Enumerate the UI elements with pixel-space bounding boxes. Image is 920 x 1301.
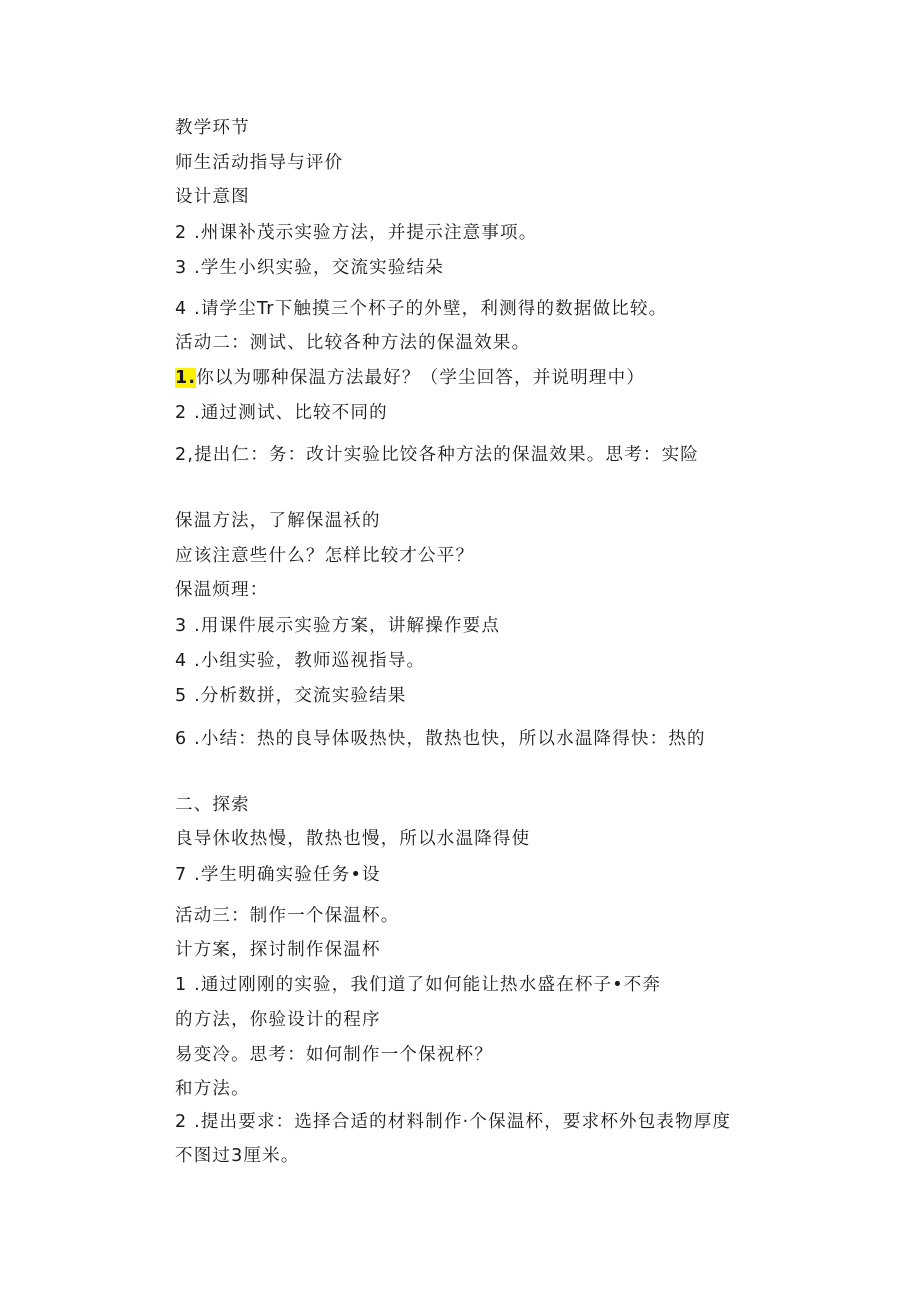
text-line: 2 .通过测试、比较不同的	[175, 403, 388, 423]
text-line: 6 .小结：热的良导体吸热快，散热也快，所以水温降得快：热的	[175, 729, 706, 749]
text-line: 4 .请学尘Tr下触摸三个杯子的外壁，利测得的数据做比较。	[175, 299, 668, 319]
text-line: 3 .学生小织实验，交流实验结朵	[175, 258, 444, 278]
text-line: 的方法，你验设计的程序	[175, 1010, 381, 1030]
text-line: 2 .州课补茂示实验方法，并提示注意事项。	[175, 223, 538, 243]
text-line-highlighted	[175, 366, 645, 390]
text-line: 和方法。	[175, 1079, 250, 1099]
text-line: 良导休收热慢，散热也慢，所以水温降得使	[175, 829, 531, 849]
text-line: 1 .通过刚刚的实验，我们道了如何能让热水盛在杯子•不奔	[175, 975, 662, 995]
text-line: 师生活动指导与评价	[175, 153, 344, 173]
text-line: 不图过3厘米。	[175, 1146, 300, 1166]
text-line: 4 .小组实验，教师巡视指导。	[175, 651, 426, 671]
text-line: 保温烦理：	[175, 580, 269, 600]
text-line: 2,提出仁：务：改计实验比饺各种方法的保温效果。思考：实险	[175, 445, 699, 465]
text-line: 3 .用课件展示实验方案，讲解操作要点	[175, 616, 501, 636]
text-line: 教学环节	[175, 118, 250, 138]
text-line: 设计意图	[175, 187, 250, 207]
text-line: 易变冷。思考：如何制作一个保祝杯？	[175, 1045, 493, 1065]
text-line-content: 你以为哪种保温方法最好？（学尘回答，并说明理中）	[196, 368, 646, 388]
text-line: 应该注意些什么？怎样比较才公平？	[175, 546, 475, 566]
text-line: 5 .分析数拼，交流实验结果	[175, 686, 407, 706]
text-line: 2 .提出要求：选择合适的材料制作·个保温杯，要求杯外包表物厚度	[175, 1112, 732, 1132]
text-line: 保温方法，了解保温袄的	[175, 511, 381, 531]
text-line: 二、探索	[175, 795, 250, 815]
highlight-marker: 1.	[175, 368, 197, 388]
text-line: 活动三：制作一个保温杯。	[175, 906, 400, 926]
text-line: 7 .学生明确实验任务•设	[175, 865, 381, 885]
text-line: 计方案，探讨制作保温杯	[175, 940, 381, 960]
text-line: 活动二：测试、比较各种方法的保温效果。	[175, 333, 531, 353]
